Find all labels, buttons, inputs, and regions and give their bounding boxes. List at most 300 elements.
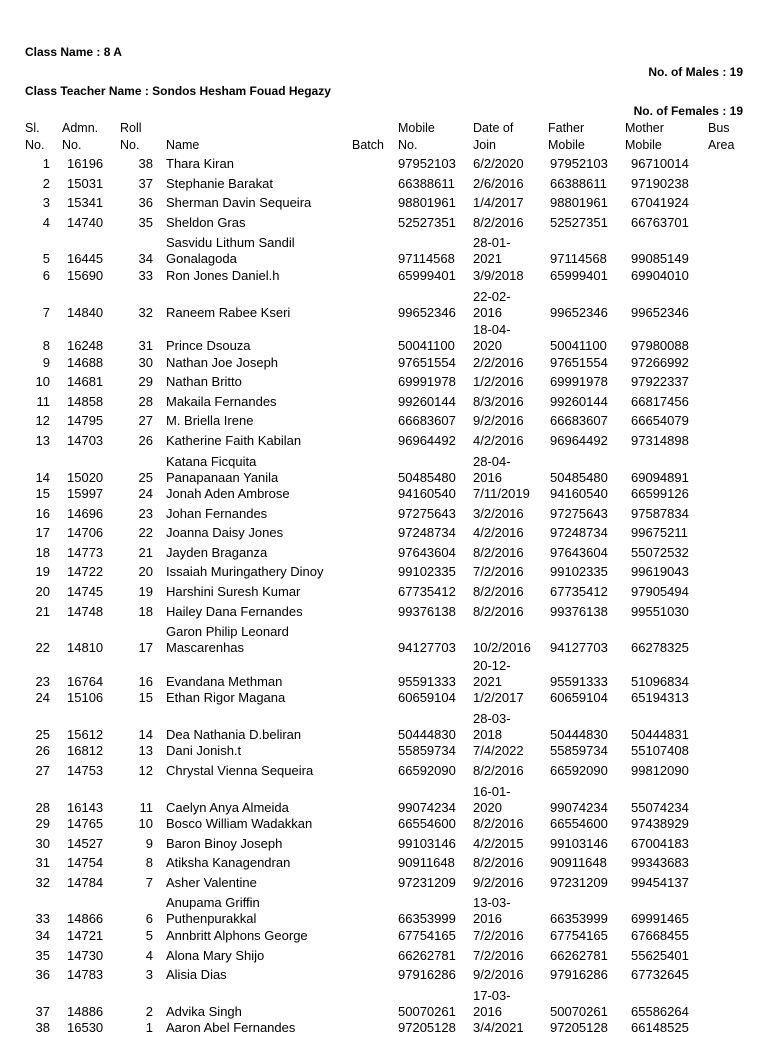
cell-sl-no: 33 <box>35 911 50 927</box>
cell-mother-mobile: 97922337 <box>631 374 689 390</box>
cell-name: Makaila Fernandes <box>166 393 277 409</box>
cell-father-mobile: 60659104 <box>550 690 608 706</box>
cell-sl-no: 19 <box>35 564 50 580</box>
cell-date-of-join: 8/2/2016 <box>473 214 524 230</box>
cell-roll-no: 17 <box>138 640 153 656</box>
cell-mother-mobile: 97190238 <box>631 175 689 191</box>
cell-sl-no: 25 <box>35 726 50 742</box>
cell-date-of-join: 3/4/2021 <box>473 1020 524 1036</box>
cell-date-of-join: 7/2/2016 <box>473 947 524 963</box>
cell-mother-mobile: 97587834 <box>631 505 689 521</box>
cell-father-mobile: 98801961 <box>550 195 608 211</box>
cell-sl-no: 2 <box>42 175 50 191</box>
cell-roll-no: 25 <box>138 469 153 485</box>
cell-sl-no: 29 <box>35 816 50 831</box>
cell-date-of-join: 6/2/2020 <box>473 156 524 171</box>
cell-sl-no: 28 <box>35 799 50 815</box>
cell-roll-no: 28 <box>138 393 153 409</box>
cell-admn-no: 14748 <box>67 603 104 619</box>
cell-name: Chrystal Vienna Sequeira <box>166 762 314 778</box>
cell-admn-no: 16196 <box>67 156 104 171</box>
cell-mother-mobile: 99551030 <box>631 603 689 619</box>
cell-mobile: 66683607 <box>398 413 456 429</box>
cell-name: Sherman Davin Sequeira <box>166 195 312 211</box>
cell-sl-no: 26 <box>35 743 50 759</box>
cell-sl-no: 11 <box>36 393 50 409</box>
cell-mother-mobile: 67004183 <box>631 835 689 851</box>
cell-name: Aaron Abel Fernandes <box>166 1020 296 1036</box>
cell-name: Gonalagoda <box>166 251 237 267</box>
table-row <box>0 545 768 565</box>
cell-roll-no: 13 <box>138 743 153 759</box>
cell-sl-no: 30 <box>35 835 50 851</box>
table-row <box>0 928 768 948</box>
cell-father-mobile: 66388611 <box>550 175 607 191</box>
table-row <box>0 486 768 506</box>
cell-date-of-join: 28-01- <box>473 235 511 251</box>
cell-name: Panapanaan Yanila <box>166 469 279 485</box>
cell-date-of-join: 28-03- <box>473 710 511 726</box>
cell-roll-no: 23 <box>138 505 153 521</box>
cell-date-of-join: 2/2/2016 <box>473 354 524 370</box>
cell-admn-no: 14753 <box>67 762 104 778</box>
cell-name: M. Briella Irene <box>166 413 254 429</box>
cell-mobile: 97916286 <box>398 967 456 983</box>
cell-sl-no: 3 <box>42 195 50 211</box>
cell-roll-no: 1 <box>145 1020 153 1036</box>
cell-mother-mobile: 99675211 <box>631 525 688 541</box>
table-row <box>0 268 768 288</box>
cell-roll-no: 3 <box>145 967 153 983</box>
cell-mobile: 95591333 <box>398 673 456 689</box>
cell-name: Mascarenhas <box>166 640 245 656</box>
table-row <box>0 525 768 545</box>
females-count: No. of Females : 19 <box>633 104 743 118</box>
cell-date-of-join: 8/2/2016 <box>473 816 524 831</box>
cell-roll-no: 38 <box>138 156 153 171</box>
cell-father-mobile: 99260144 <box>550 393 608 409</box>
cell-date-of-join: 2021 <box>473 251 502 267</box>
cell-sl-no: 8 <box>42 338 50 353</box>
header-admn: Admn. No. <box>62 121 99 152</box>
table-row <box>0 836 768 856</box>
cell-admn-no: 14696 <box>67 505 104 521</box>
cell-father-mobile: 99652346 <box>550 304 608 320</box>
cell-sl-no: 4 <box>42 214 50 230</box>
cell-name: Jayden Braganza <box>166 544 268 560</box>
cell-sl-no: 5 <box>42 251 50 267</box>
cell-sl-no: 23 <box>35 673 50 689</box>
table-row <box>0 176 768 196</box>
cell-mother-mobile: 67041924 <box>631 195 689 211</box>
cell-admn-no: 15612 <box>67 726 104 742</box>
cell-roll-no: 35 <box>138 214 153 230</box>
cell-father-mobile: 97643604 <box>550 544 608 560</box>
cell-mobile: 50444830 <box>398 726 456 742</box>
cell-roll-no: 22 <box>138 525 153 541</box>
cell-name: Alona Mary Shijo <box>166 947 265 963</box>
cell-mother-mobile: 69094891 <box>631 469 689 485</box>
cell-roll-no: 7 <box>145 874 153 890</box>
cell-sl-no: 16 <box>35 505 50 521</box>
cell-mobile: 99103146 <box>398 835 456 851</box>
cell-date-of-join: 8/2/2016 <box>473 762 524 778</box>
cell-date-of-join: 2/6/2016 <box>473 175 524 191</box>
cell-date-of-join: 17-03- <box>473 987 511 1003</box>
cell-admn-no: 16530 <box>67 1020 104 1036</box>
table-row <box>0 215 768 235</box>
cell-mobile: 97952103 <box>398 156 456 171</box>
cell-date-of-join: 8/2/2016 <box>473 584 524 599</box>
cell-date-of-join: 2016 <box>473 469 502 485</box>
cell-father-mobile: 66592090 <box>550 762 608 778</box>
cell-father-mobile: 66262781 <box>550 947 608 963</box>
table-row <box>0 783 768 817</box>
cell-name: Raneem Rabee Kseri <box>166 304 291 320</box>
cell-roll-no: 12 <box>138 762 153 778</box>
cell-name: Thara Kiran <box>166 156 234 171</box>
cell-name: Sheldon Gras <box>166 214 246 230</box>
cell-father-mobile: 99103146 <box>550 835 608 851</box>
cell-mother-mobile: 66654079 <box>631 413 689 429</box>
cell-date-of-join: 7/2/2016 <box>473 927 524 943</box>
cell-father-mobile: 97114568 <box>550 251 607 267</box>
cell-date-of-join: 7/11/2019 <box>473 486 530 501</box>
cell-father-mobile: 50485480 <box>550 469 608 485</box>
cell-mother-mobile: 97980088 <box>631 338 689 353</box>
cell-name: Stephanie Barakat <box>166 175 273 191</box>
cell-mobile: 94127703 <box>398 640 456 656</box>
cell-mobile: 99102335 <box>398 564 456 580</box>
cell-roll-no: 14 <box>138 726 153 742</box>
cell-father-mobile: 66683607 <box>550 413 608 429</box>
cell-name: Evandana Methman <box>166 673 283 689</box>
cell-father-mobile: 95591333 <box>550 673 608 689</box>
table-row <box>0 875 768 895</box>
cell-mother-mobile: 66763701 <box>631 214 689 230</box>
cell-mother-mobile: 99652346 <box>631 304 689 320</box>
cell-sl-no: 31 <box>35 855 50 871</box>
cell-roll-no: 37 <box>138 175 153 191</box>
cell-mobile: 66592090 <box>398 762 456 778</box>
cell-roll-no: 18 <box>138 603 153 619</box>
cell-mother-mobile: 51096834 <box>631 673 689 689</box>
cell-admn-no: 14765 <box>67 816 104 831</box>
cell-admn-no: 16248 <box>67 338 104 353</box>
cell-father-mobile: 97952103 <box>550 156 608 171</box>
cell-name: Nathan Britto <box>166 374 242 390</box>
table-row <box>0 156 768 176</box>
cell-admn-no: 14783 <box>67 967 104 983</box>
header-bus-area: Bus Area <box>708 121 735 152</box>
cell-date-of-join: 2021 <box>473 673 502 689</box>
cell-mother-mobile: 96710014 <box>631 156 689 171</box>
cell-mother-mobile: 67668455 <box>631 927 689 943</box>
cell-sl-no: 7 <box>42 304 50 320</box>
cell-admn-no: 14527 <box>67 835 104 851</box>
cell-father-mobile: 99074234 <box>550 799 608 815</box>
table-row <box>0 690 768 710</box>
cell-mobile: 50041100 <box>398 338 455 353</box>
cell-admn-no: 14745 <box>67 584 104 599</box>
table-row <box>0 506 768 526</box>
cell-father-mobile: 99376138 <box>550 603 608 619</box>
cell-mobile: 97231209 <box>398 874 456 890</box>
cell-date-of-join: 7/2/2016 <box>473 564 524 580</box>
cell-admn-no: 14721 <box>67 927 104 943</box>
cell-sl-no: 18 <box>35 544 50 560</box>
cell-date-of-join: 9/2/2016 <box>473 967 524 983</box>
cell-mother-mobile: 99454137 <box>631 874 689 890</box>
cell-roll-no: 9 <box>145 835 153 851</box>
cell-mobile: 97643604 <box>398 544 456 560</box>
cell-sl-no: 21 <box>35 603 50 619</box>
cell-name: Hailey Dana Fernandes <box>166 603 303 619</box>
cell-father-mobile: 97205128 <box>550 1020 608 1036</box>
cell-admn-no: 15106 <box>67 690 104 706</box>
cell-sl-no: 38 <box>35 1020 50 1036</box>
cell-sl-no: 37 <box>35 1003 50 1019</box>
cell-mobile: 60659104 <box>398 690 456 706</box>
cell-mobile: 97651554 <box>398 354 456 370</box>
table-row <box>0 584 768 604</box>
table-row <box>0 710 768 744</box>
cell-roll-no: 20 <box>138 564 153 580</box>
cell-sl-no: 15 <box>35 486 50 501</box>
header-mother-mobile: Mother Mobile <box>625 121 664 152</box>
cell-roll-no: 33 <box>138 267 153 283</box>
cell-admn-no: 14866 <box>67 911 104 927</box>
cell-mobile: 50070261 <box>398 1003 456 1019</box>
cell-roll-no: 29 <box>138 374 153 390</box>
cell-sl-no: 32 <box>35 874 50 890</box>
cell-date-of-join: 2020 <box>473 799 502 815</box>
cell-father-mobile: 97651554 <box>550 354 608 370</box>
cell-mobile: 96964492 <box>398 432 456 448</box>
cell-mother-mobile: 50444831 <box>631 726 689 742</box>
cell-date-of-join: 4/2/2016 <box>473 432 524 448</box>
cell-name: Dea Nathania D.beliran <box>166 726 302 742</box>
cell-date-of-join: 8/3/2016 <box>473 393 524 409</box>
cell-admn-no: 16143 <box>67 799 104 815</box>
cell-name: Nathan Joe Joseph <box>166 354 279 370</box>
cell-mother-mobile: 69904010 <box>631 267 689 283</box>
cell-name: Harshini Suresh Kumar <box>166 584 301 599</box>
cell-name: Katana Ficquita <box>166 453 257 469</box>
cell-sl-no: 13 <box>35 432 50 448</box>
cell-name: Atiksha Kanagendran <box>166 855 291 871</box>
males-count: No. of Males : 19 <box>648 65 743 79</box>
table-row <box>0 604 768 624</box>
cell-name: Caelyn Anya Almeida <box>166 799 289 815</box>
cell-mobile: 69991978 <box>398 374 456 390</box>
cell-roll-no: 16 <box>138 673 153 689</box>
cell-admn-no: 15997 <box>67 486 104 501</box>
cell-sl-no: 1 <box>42 156 50 171</box>
cell-mobile: 90911648 <box>398 855 455 871</box>
cell-father-mobile: 55859734 <box>550 743 608 759</box>
cell-mobile: 99376138 <box>398 603 456 619</box>
cell-roll-no: 15 <box>138 690 153 706</box>
cell-father-mobile: 99102335 <box>550 564 608 580</box>
header-sl: Sl. No. <box>25 121 45 152</box>
cell-roll-no: 34 <box>138 251 153 267</box>
cell-name: Johan Fernandes <box>166 505 268 521</box>
cell-father-mobile: 97248734 <box>550 525 608 541</box>
cell-mobile: 94160540 <box>398 486 456 501</box>
cell-date-of-join: 10/2/2016 <box>473 640 531 656</box>
cell-father-mobile: 97916286 <box>550 967 608 983</box>
cell-sl-no: 24 <box>35 690 50 706</box>
cell-father-mobile: 65999401 <box>550 267 608 283</box>
cell-date-of-join: 7/4/2022 <box>473 743 524 759</box>
cell-mother-mobile: 97905494 <box>631 584 689 599</box>
cell-father-mobile: 67735412 <box>550 584 608 599</box>
header-roll: Roll No. <box>120 121 142 152</box>
cell-date-of-join: 9/2/2016 <box>473 413 524 429</box>
table-row <box>0 1020 768 1040</box>
cell-name: Anupama Griffin <box>166 895 260 911</box>
cell-roll-no: 10 <box>138 816 153 831</box>
table-row <box>0 948 768 968</box>
cell-sl-no: 6 <box>42 267 50 283</box>
cell-roll-no: 24 <box>138 486 153 501</box>
table-row <box>0 288 768 322</box>
table-row <box>0 657 768 691</box>
cell-roll-no: 4 <box>145 947 153 963</box>
cell-mobile: 97275643 <box>398 505 456 521</box>
cell-father-mobile: 50070261 <box>550 1003 608 1019</box>
cell-admn-no: 14840 <box>67 304 104 320</box>
cell-mobile: 99074234 <box>398 799 456 815</box>
cell-date-of-join: 4/2/2015 <box>473 835 524 851</box>
cell-admn-no: 14681 <box>67 374 104 390</box>
cell-name: Advika Singh <box>166 1003 242 1019</box>
cell-admn-no: 14722 <box>67 564 104 580</box>
table-row <box>0 564 768 584</box>
cell-date-of-join: 13-03- <box>473 895 511 911</box>
table-row <box>0 816 768 836</box>
cell-mother-mobile: 66148525 <box>631 1020 689 1036</box>
cell-date-of-join: 3/9/2018 <box>473 267 524 283</box>
table-row <box>0 413 768 433</box>
cell-mother-mobile: 66817456 <box>631 393 689 409</box>
cell-sl-no: 12 <box>35 413 50 429</box>
cell-father-mobile: 96964492 <box>550 432 608 448</box>
cell-mobile: 97205128 <box>398 1020 456 1036</box>
cell-date-of-join: 9/2/2016 <box>473 874 524 890</box>
cell-mobile: 66262781 <box>398 947 456 963</box>
cell-sl-no: 34 <box>35 927 50 943</box>
cell-sl-no: 27 <box>35 762 50 778</box>
cell-name: Katherine Faith Kabilan <box>166 432 302 448</box>
cell-mobile: 98801961 <box>398 195 456 211</box>
cell-mobile: 99260144 <box>398 393 456 409</box>
cell-admn-no: 14773 <box>67 544 104 560</box>
cell-mother-mobile: 97266992 <box>631 354 689 370</box>
cell-roll-no: 31 <box>138 338 153 353</box>
table-row <box>0 453 768 487</box>
cell-date-of-join: 2016 <box>473 1003 502 1019</box>
cell-roll-no: 36 <box>138 195 153 211</box>
cell-father-mobile: 94160540 <box>550 486 608 501</box>
cell-sl-no: 36 <box>35 967 50 983</box>
cell-father-mobile: 50041100 <box>550 338 607 353</box>
cell-mobile: 50485480 <box>398 469 456 485</box>
cell-date-of-join: 18-04- <box>473 322 511 337</box>
cell-date-of-join: 8/2/2016 <box>473 544 524 560</box>
cell-roll-no: 19 <box>138 584 153 599</box>
cell-mobile: 66554600 <box>398 816 456 831</box>
cell-name: Garon Philip Leonard <box>166 624 289 640</box>
cell-mother-mobile: 55072532 <box>631 544 689 560</box>
cell-father-mobile: 50444830 <box>550 726 608 742</box>
cell-sl-no: 35 <box>35 947 50 963</box>
table-row <box>0 374 768 394</box>
cell-mobile: 97114568 <box>398 251 455 267</box>
cell-date-of-join: 8/2/2016 <box>473 603 524 619</box>
cell-father-mobile: 97275643 <box>550 505 608 521</box>
cell-roll-no: 32 <box>138 304 153 320</box>
cell-roll-no: 21 <box>138 544 153 560</box>
cell-date-of-join: 2016 <box>473 304 502 320</box>
class-name: Class Name : 8 A <box>25 45 122 59</box>
cell-father-mobile: 69991978 <box>550 374 608 390</box>
cell-date-of-join: 4/2/2016 <box>473 525 524 541</box>
cell-admn-no: 14754 <box>67 855 104 871</box>
cell-father-mobile: 67754165 <box>550 927 608 943</box>
cell-mobile: 65999401 <box>398 267 456 283</box>
cell-mother-mobile: 97438929 <box>631 816 689 831</box>
cell-date-of-join: 22-02- <box>473 288 511 304</box>
cell-mobile: 66388611 <box>398 175 455 191</box>
cell-admn-no: 15690 <box>67 267 104 283</box>
cell-mother-mobile: 65194313 <box>631 690 689 706</box>
cell-date-of-join: 1/2/2017 <box>473 690 524 706</box>
cell-admn-no: 14810 <box>67 640 104 656</box>
cell-name: Puthenpurakkal <box>166 911 257 927</box>
table-row <box>0 623 768 657</box>
table-row <box>0 855 768 875</box>
cell-admn-no: 14740 <box>67 214 104 230</box>
cell-mobile: 97248734 <box>398 525 456 541</box>
cell-mother-mobile: 55625401 <box>631 947 689 963</box>
cell-mother-mobile: 97314898 <box>631 432 689 448</box>
cell-roll-no: 26 <box>138 432 153 448</box>
cell-admn-no: 14886 <box>67 1003 104 1019</box>
header-mobile: Mobile No. <box>398 121 435 152</box>
cell-date-of-join: 20-12- <box>473 657 511 673</box>
cell-sl-no: 22 <box>35 640 50 656</box>
cell-mother-mobile: 69991465 <box>631 911 689 927</box>
cell-date-of-join: 16-01- <box>473 783 511 799</box>
cell-admn-no: 15341 <box>67 195 104 211</box>
table-row <box>0 433 768 453</box>
cell-admn-no: 14703 <box>67 432 104 448</box>
cell-roll-no: 6 <box>145 911 153 927</box>
table-row <box>0 321 768 355</box>
cell-roll-no: 8 <box>145 855 153 871</box>
cell-name: Alisia Dias <box>166 967 227 983</box>
cell-date-of-join: 3/2/2016 <box>473 505 524 521</box>
cell-date-of-join: 2018 <box>473 726 502 742</box>
table-row <box>0 894 768 928</box>
cell-mobile: 67754165 <box>398 927 456 943</box>
cell-name: Ron Jones Daniel.h <box>166 267 280 283</box>
table-row <box>0 234 768 268</box>
cell-admn-no: 14688 <box>67 354 104 370</box>
cell-mother-mobile: 65586264 <box>631 1003 689 1019</box>
